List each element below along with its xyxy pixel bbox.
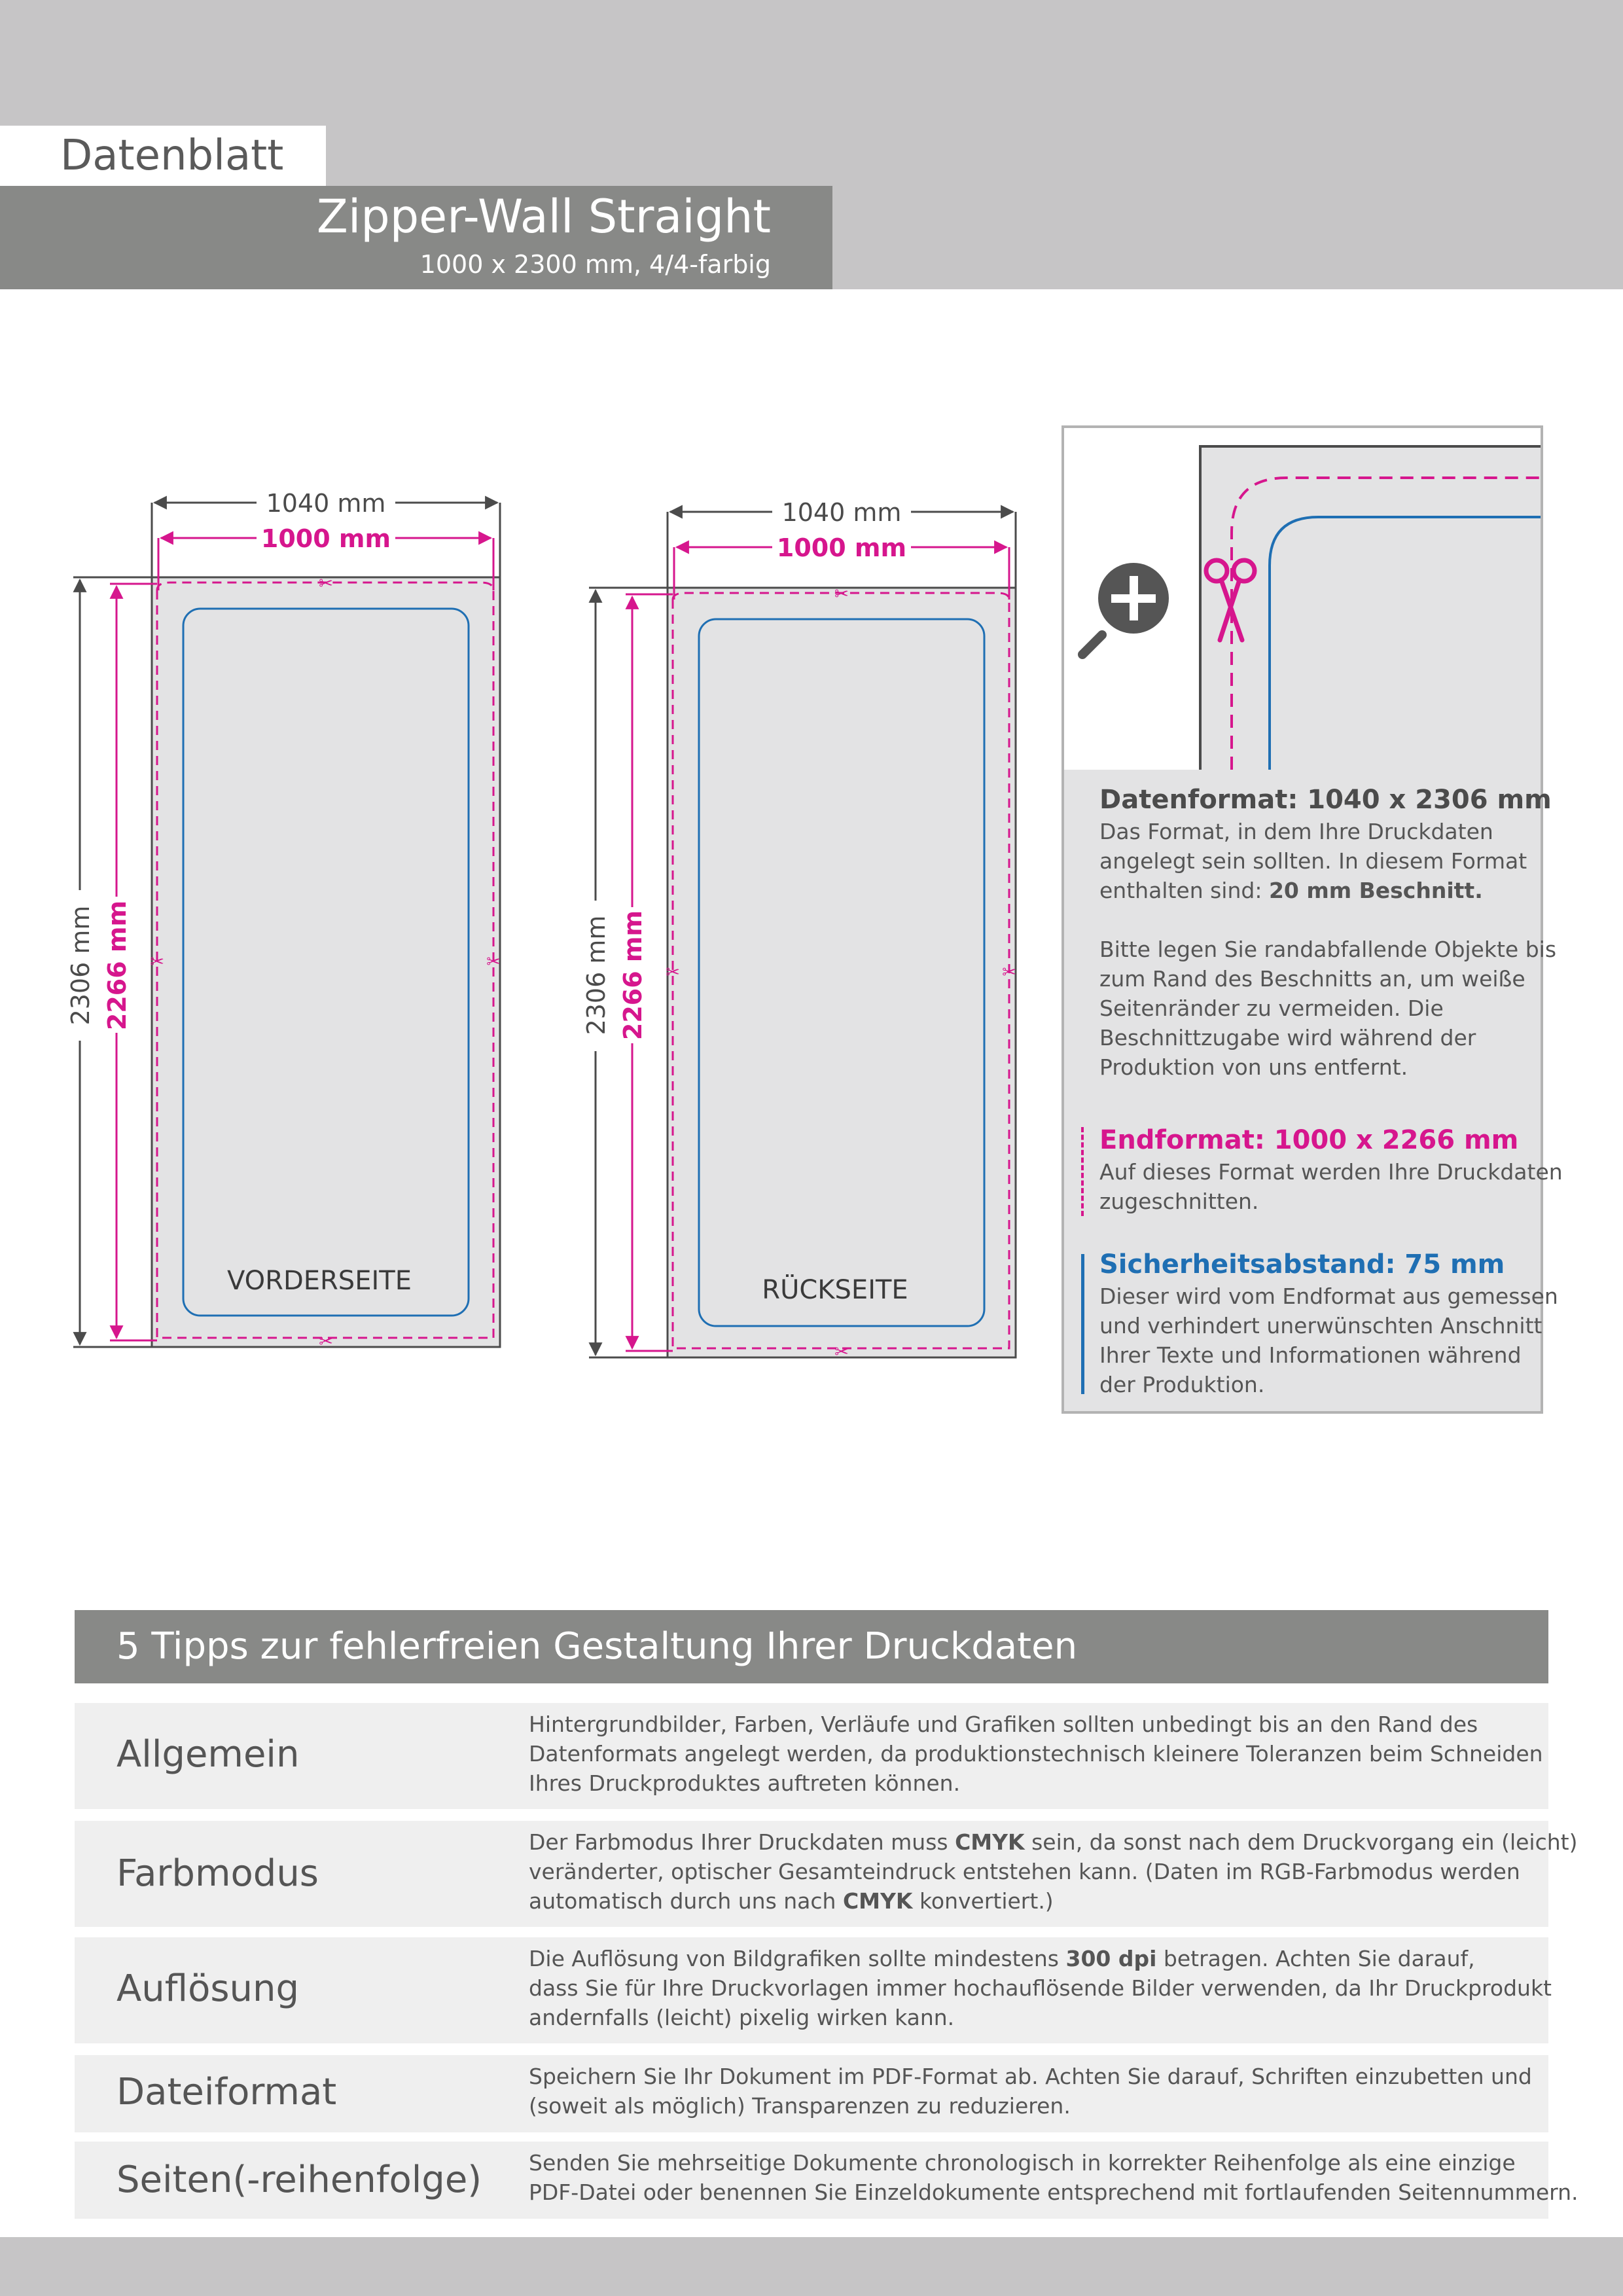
tip-text-part: Die Auflösung von Bildgrafiken sollte mindestens [529, 1946, 1066, 1971]
tip-text-part: konvertiert.) [912, 1888, 1054, 1914]
tip-text [529, 2062, 1532, 2121]
tip-text-bold: CMYK [842, 1888, 913, 1914]
scissors-icon: ✂ [150, 952, 164, 972]
tip-label: Allgemein [116, 1733, 300, 1776]
tip-line: Ihres Druckproduktes auftreten können. [529, 1770, 961, 1796]
magnifier-plus-icon [1082, 563, 1169, 655]
page-title: Zipper-Wall Straight [316, 190, 771, 243]
tip-line: veränderter, optischer Gesamteindruck entstehen kann. (Daten im RGB-Farbmodus werden [529, 1859, 1520, 1884]
tip-text-part: Der Farbmodus Ihrer Druckdaten muss [529, 1829, 955, 1855]
sicherheit-line: der Produktion. [1099, 1372, 1265, 1397]
tip-text [529, 2148, 1578, 2207]
scissors-icon: ✂ [834, 584, 849, 604]
tip-line [529, 1944, 1552, 1973]
scissors-icon: ✂ [1002, 963, 1016, 982]
tip-line: Hintergrundbilder, Farben, Verläufe und Grafiken sollten unbedingt bis an den Rand des [529, 1712, 1478, 1737]
back-side-label: RÜCKSEITE [762, 1275, 908, 1305]
bleed-amount: 20 mm Beschnitt. [1268, 878, 1483, 903]
page-subtitle: 1000 x 2300 mm, 4/4-farbig [419, 250, 771, 279]
tip-line [529, 1827, 1577, 1857]
tip-label: Auflösung [116, 1967, 300, 2010]
back-inner-height: 2266 mm [618, 910, 647, 1041]
tip-row-dateiformat [75, 2055, 1548, 2132]
tip-line: Senden Sie mehrseitige Dokumente chronologisch in korrekter Reihenfolge als eine einzige [529, 2150, 1516, 2176]
scissors-icon: ✂ [486, 952, 501, 972]
endformat-line: Auf dieses Format werden Ihre Druckdaten [1099, 1159, 1563, 1185]
datenformat-line: Das Format, in dem Ihre Druckdaten [1099, 819, 1493, 844]
bleed-line: Seitenränder zu vermeiden. Die [1099, 996, 1444, 1021]
bleed-line: Produktion von uns entfernt. [1099, 1054, 1408, 1080]
scissors-icon: ✂ [666, 963, 680, 982]
scissors-icon: ✂ [319, 574, 333, 594]
tip-text [529, 1710, 1543, 1798]
front-side-label: VORDERSEITE [227, 1266, 412, 1296]
front-diagram [66, 489, 501, 1352]
datenformat-heading: Datenformat: 1040 x 2306 mm [1099, 785, 1552, 815]
back-outer-height: 2306 mm [582, 915, 611, 1035]
tip-label: Dateiformat [116, 2071, 337, 2113]
tip-line: dass Sie für Ihre Druckvorlagen immer hochauflösende Bilder verwenden, da Ihr Druckprodukt [529, 1975, 1552, 2001]
scissors-icon: ✂ [319, 1332, 333, 1352]
datenformat-line [1099, 876, 1556, 905]
datenformat-text: enthalten sind: [1099, 878, 1269, 903]
endformat-marker [1081, 1127, 1084, 1216]
format-diagrams [0, 0, 1073, 1440]
sicherheit-line: Dieser wird vom Endformat aus gemessen [1099, 1283, 1558, 1309]
bleed-line: Beschnittzugabe wird während der [1099, 1025, 1476, 1050]
front-inner-width: 1000 mm [260, 524, 391, 553]
scissors-icon: ✂ [834, 1342, 849, 1362]
sicherheit-marker [1081, 1254, 1084, 1394]
tip-line: PDF-Datei oder benennen Sie Einzeldokumente entsprechend mit fortlaufenden Seitennummern. [529, 2179, 1578, 2205]
tip-text [529, 1827, 1577, 1916]
tip-text-part: betragen. Achten Sie darauf, [1156, 1946, 1475, 1971]
tip-text-part: automatisch durch uns nach [529, 1888, 843, 1914]
bottom-band [0, 2237, 1623, 2296]
endformat-block [1099, 1123, 1563, 1216]
sicherheit-heading: Sicherheitsabstand: 75 mm [1099, 1249, 1505, 1280]
corner-zoom-detail [1064, 428, 1541, 770]
tips-title: 5 Tipps zur fehlerfreien Gestaltung Ihrer Druckdaten [116, 1625, 1078, 1668]
tip-row-seitenreihenfolge [75, 2142, 1578, 2219]
back-inner-width: 1000 mm [776, 533, 907, 562]
datenblatt-label: Datenblatt [60, 132, 284, 180]
front-outer-height: 2306 mm [66, 905, 95, 1026]
datenformat-block [1099, 783, 1556, 1082]
tip-line: Speichern Sie Ihr Dokument im PDF-Format ab. Achten Sie darauf, Schriften einzubetten und [529, 2064, 1532, 2089]
tip-line: andernfalls (leicht) pixelig wirken kann. [529, 2005, 955, 2030]
tip-label: Farbmodus [116, 1852, 319, 1895]
tip-line: Datenformats angelegt werden, da produktionstechnisch kleinere Toleranzen beim Schneiden [529, 1741, 1543, 1767]
tip-line: (soweit als möglich) Transparenzen zu reduzieren. [529, 2093, 1071, 2119]
tip-line [529, 1886, 1577, 1916]
back-outer-width: 1040 mm [781, 498, 902, 527]
sicherheit-line: Ihrer Texte und Informationen während [1099, 1342, 1522, 1368]
tip-row-aufloesung [75, 1937, 1552, 2043]
tip-row-farbmodus [75, 1821, 1578, 1927]
tip-text-bold: CMYK [955, 1829, 1025, 1855]
front-inner-height: 2266 mm [103, 900, 132, 1031]
tip-text-part: sein, da sonst nach dem Druckvorgang ein (leicht) [1024, 1829, 1578, 1855]
endformat-heading: Endformat: 1000 x 2266 mm [1099, 1125, 1519, 1155]
sicherheit-block [1099, 1247, 1558, 1399]
sicherheit-line: und verhindert unerwünschten Anschnitt [1099, 1313, 1543, 1338]
endformat-line: zugeschnitten. [1099, 1189, 1259, 1214]
tip-text-bold: 300 dpi [1065, 1946, 1157, 1971]
datenformat-line: angelegt sein sollten. In diesem Format [1099, 848, 1527, 874]
front-outer-width: 1040 mm [266, 489, 386, 518]
bleed-line: zum Rand des Beschnitts an, um weiße [1099, 966, 1525, 992]
back-diagram [582, 498, 1016, 1362]
tip-label: Seiten(-reihenfolge) [116, 2159, 482, 2201]
tip-row-allgemein [75, 1703, 1548, 1809]
bleed-line: Bitte legen Sie randabfallende Objekte bis [1099, 937, 1557, 962]
tip-text [529, 1944, 1552, 2032]
